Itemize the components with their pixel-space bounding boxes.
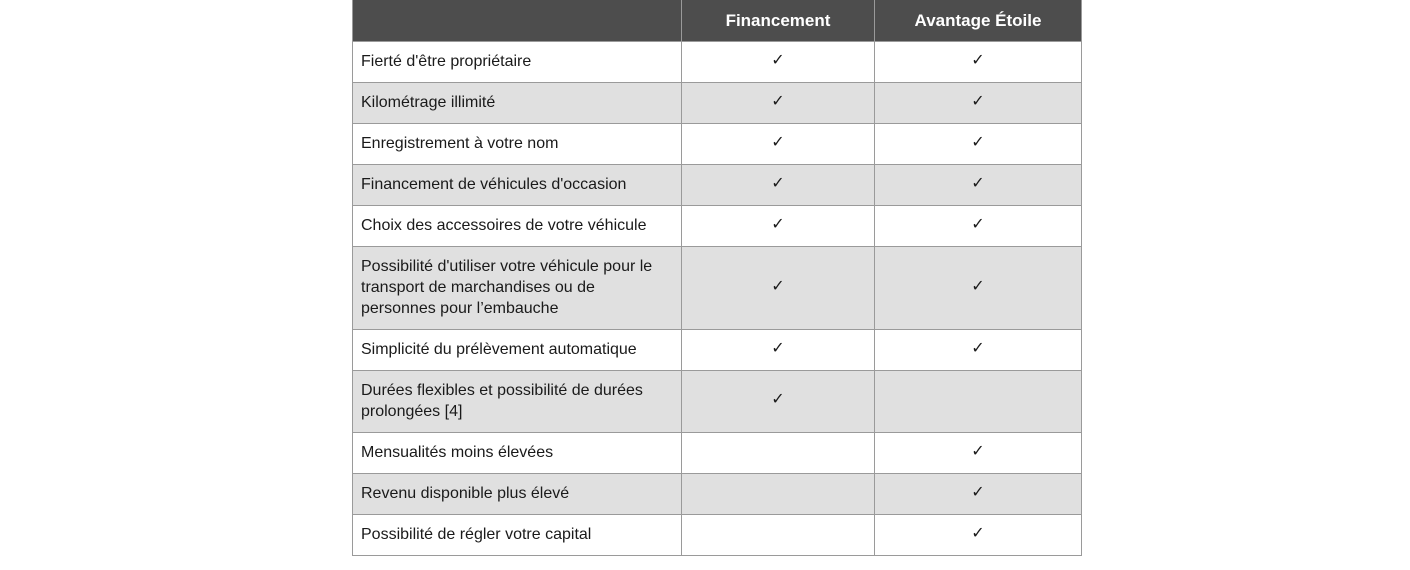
feature-label: Kilométrage illimité [353, 83, 682, 124]
table-row [353, 247, 1082, 330]
checkmark-icon: ✓ [771, 51, 785, 69]
table-row [353, 474, 1082, 515]
checkmark-icon: ✓ [971, 51, 985, 69]
feature-label: Enregistrement à votre nom [353, 124, 682, 165]
financement-cell [682, 371, 875, 433]
checkmark-icon: ✓ [771, 277, 785, 295]
checkmark-icon: ✓ [771, 174, 785, 192]
table-row [353, 330, 1082, 371]
financement-cell [682, 83, 875, 124]
avantage-cell [875, 42, 1082, 83]
table-row [353, 206, 1082, 247]
feature-label: Fierté d'être propriétaire [353, 42, 682, 83]
feature-label: Possibilité de régler votre capital [353, 515, 682, 556]
feature-label: Revenu disponible plus élevé [353, 474, 682, 515]
checkmark-icon: ✓ [971, 442, 985, 460]
checkmark-icon: ✓ [971, 174, 985, 192]
avantage-cell [875, 206, 1082, 247]
checkmark-icon: ✓ [771, 92, 785, 110]
checkmark-icon: ✓ [771, 339, 785, 357]
table-row [353, 433, 1082, 474]
financement-cell [682, 124, 875, 165]
feature-label: Choix des accessoires de votre véhicule [353, 206, 682, 247]
checkmark-icon: ✓ [971, 92, 985, 110]
financement-cell [682, 330, 875, 371]
header-feature [353, 0, 682, 42]
table-header-row [353, 0, 1082, 42]
financement-cell [682, 433, 875, 474]
avantage-cell [875, 474, 1082, 515]
table-row [353, 165, 1082, 206]
checkmark-icon: ✓ [771, 391, 785, 408]
header-financement: Financement [682, 0, 875, 42]
checkmark-icon: ✓ [771, 133, 785, 151]
table-row [353, 371, 1082, 433]
checkmark-icon: ✓ [971, 339, 985, 357]
feature-label: Financement de véhicules d'occasion [353, 165, 682, 206]
feature-label: Mensualités moins élevées [353, 433, 682, 474]
avantage-cell [875, 515, 1082, 556]
financement-cell [682, 42, 875, 83]
feature-label: Durées flexibles et possibilité de durées prolongées [4] [353, 371, 682, 433]
avantage-cell [875, 165, 1082, 206]
comparison-table [352, 0, 1082, 556]
table-row [353, 515, 1082, 556]
financement-cell [682, 165, 875, 206]
financement-cell [682, 247, 875, 330]
financement-cell [682, 515, 875, 556]
table-row [353, 83, 1082, 124]
avantage-cell [875, 330, 1082, 371]
financement-cell [682, 206, 875, 247]
checkmark-icon: ✓ [971, 483, 985, 501]
checkmark-icon: ✓ [971, 133, 985, 151]
avantage-cell [875, 433, 1082, 474]
checkmark-icon: ✓ [771, 215, 785, 233]
checkmark-icon: ✓ [971, 215, 985, 233]
checkmark-icon: ✓ [971, 524, 985, 542]
avantage-cell [875, 247, 1082, 330]
financement-cell [682, 474, 875, 515]
feature-label: Simplicité du prélèvement automatique [353, 330, 682, 371]
table-row [353, 124, 1082, 165]
feature-label: Possibilité d'utiliser votre véhicule pour le transport de marchandises ou de personnes pour l’embauche [353, 247, 682, 330]
avantage-cell [875, 371, 1082, 433]
header-avantage-etoile: Avantage Étoile [875, 0, 1082, 42]
avantage-cell [875, 124, 1082, 165]
checkmark-icon: ✓ [971, 277, 985, 295]
avantage-cell [875, 83, 1082, 124]
table-row [353, 42, 1082, 83]
